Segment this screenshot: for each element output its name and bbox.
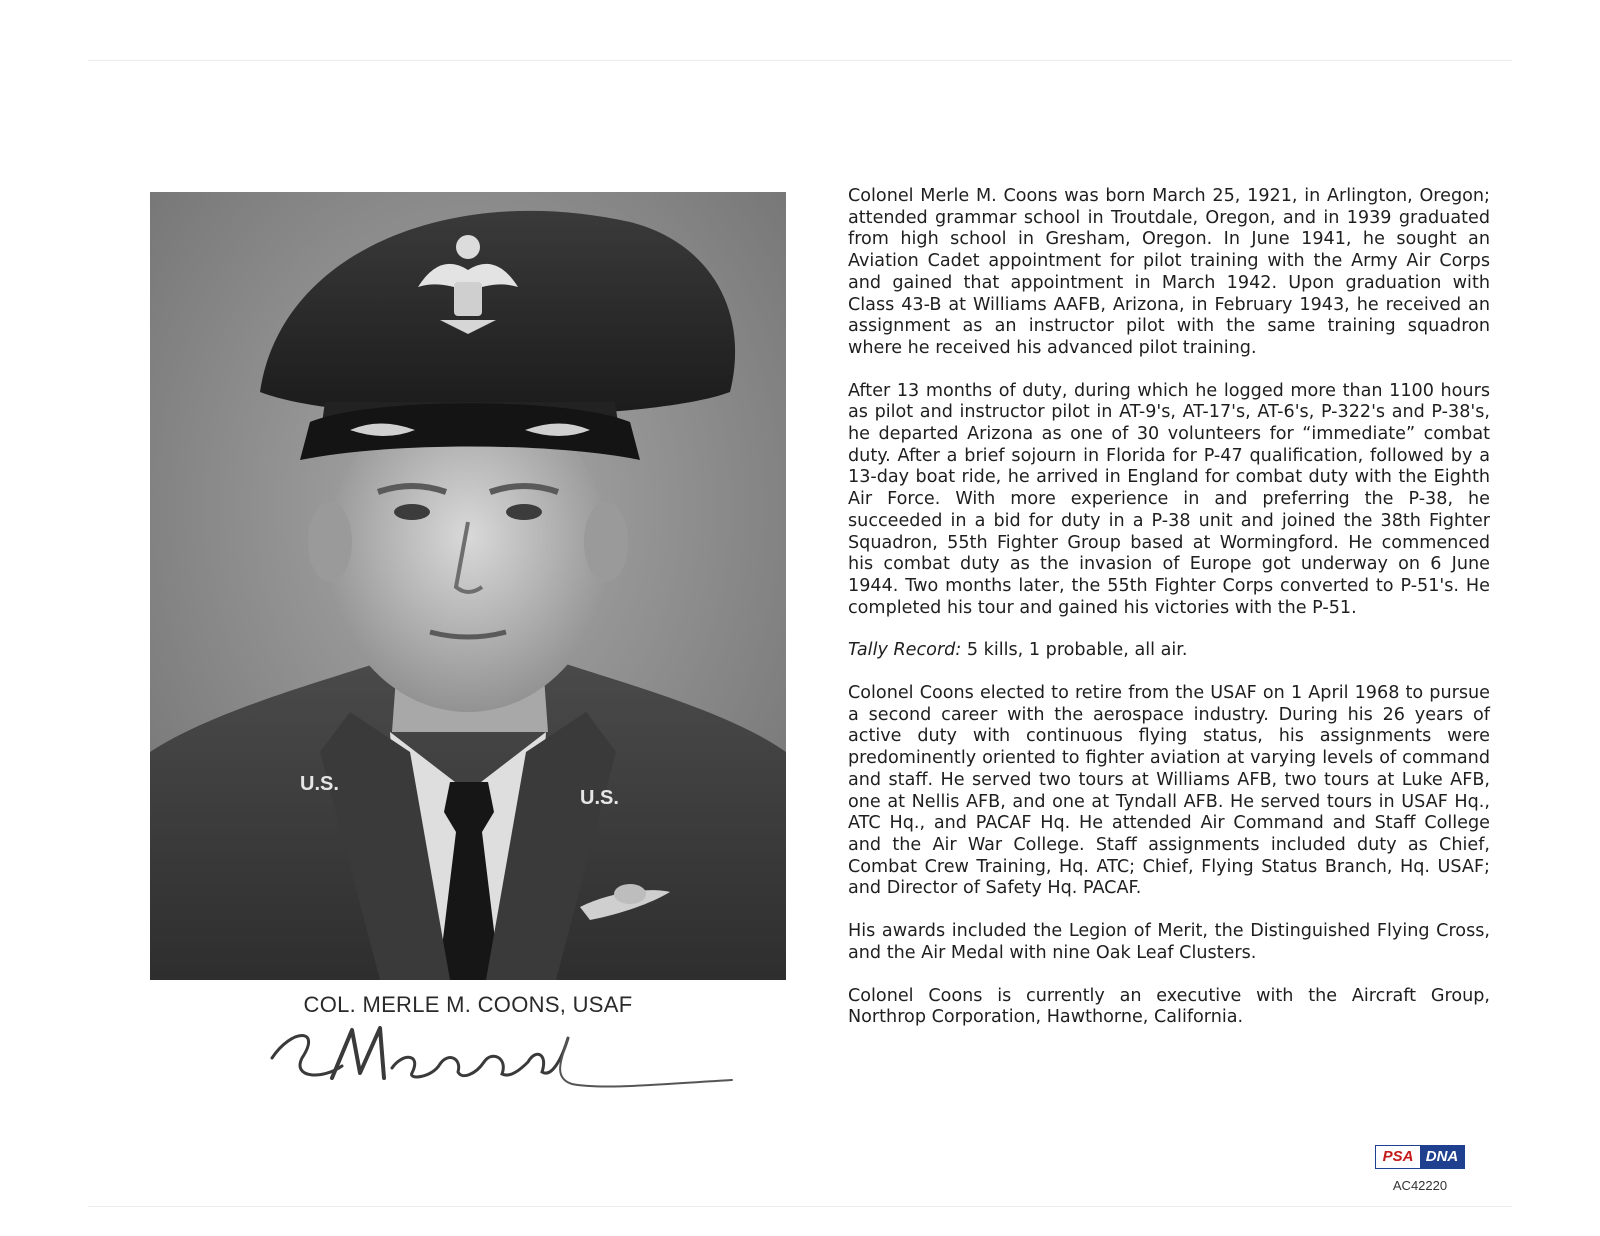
autograph-signature xyxy=(262,1018,742,1096)
top-divider xyxy=(88,60,1512,61)
bio-paragraph-combat: After 13 months of duty, during which he logged more than 1100 hours as pilot and instructor pilot in AT-9's, AT-17's, AT-6's, P-322's and P-38's, he departed Arizona as one of 30 volunteers for “immediate” combat duty. After a brief sojourn in Florida for P-47 qualification, followed by a 13-day boat ride, he arrived in England for combat duty with the Eighth Air Force. With more experience in and preferring the P-38, he succeeded in a bid for duty in a P-38 unit and joined the 38th Fighter Squadron, 55th Fighter Group based at Wormingford. He commenced his combat duty as the invasion of Europe got underway on 6 June 1944. Two months later, the 55th Fighter Corps converted to P-51's. He completed his tour and gained his victories with the P-51. xyxy=(848,380,1490,618)
dna-logo-text: DNA xyxy=(1420,1146,1464,1168)
biography-text xyxy=(848,186,1490,1050)
bio-paragraph-birth: Colonel Merle M. Coons was born March 25, 1921, in Arlington, Oregon; attended grammar school in Troutdale, Oregon, and in 1939 graduated from high school in Gresham, Oregon. In June 1941, he sought an Aviation Cadet appointment for pilot training with the Army Air Corps and gained that appointment in March 1942. Upon graduation with Class 43-B at Williams AAFB, Arizona, in February 1943, he received an assignment as an instructor pilot with the same training squadron where he received his advanced pilot training. xyxy=(848,186,1490,358)
tally-value: 5 kills, 1 probable, all air. xyxy=(961,640,1188,661)
bottom-divider xyxy=(88,1206,1512,1207)
svg-text:U.S.: U.S. xyxy=(300,773,339,795)
bio-paragraph-awards: His awards included the Legion of Merit, the Distinguished Flying Cross, and the Air Medal with nine Oak Leaf Clusters. xyxy=(848,921,1490,963)
svg-text:U.S.: U.S. xyxy=(580,787,619,809)
bio-tally-record xyxy=(848,640,1490,662)
psa-logo-text: PSA xyxy=(1376,1146,1420,1168)
photo-caption: COL. MERLE M. COONS, USAF xyxy=(303,992,633,1017)
portrait-illustration xyxy=(150,192,786,980)
certificate-number: AC42220 xyxy=(1392,1178,1448,1193)
tally-label: Tally Record: xyxy=(848,640,962,661)
psa-dna-logo xyxy=(1375,1145,1465,1169)
portrait-photo xyxy=(150,192,786,980)
bio-paragraph-career: Colonel Coons elected to retire from the USAF on 1 April 1968 to pursue a second career with the aerospace industry. During his 26 years of active duty with continuous flying status, his assignments were predominently oriented to fighter aviation at varying levels of command and staff. He served two tours at Williams AFB, two tours at Luke AFB, one at Nellis AFB, and one at Tyndall AFB. He served tours in USAF Hq., ATC Hq., and PACAF Hq. He attended Air Command and Staff College and the Air War College. Staff assignments included duty as Chief, Combat Crew Training, Hq. ATC; Chief, Flying Status Branch, Hq. USAF; and Director of Safety Hq. PACAF. xyxy=(848,683,1490,899)
bio-paragraph-current: Colonel Coons is currently an executive with the Aircraft Group, Northrop Corporation, Hawthorne, California. xyxy=(848,985,1490,1028)
